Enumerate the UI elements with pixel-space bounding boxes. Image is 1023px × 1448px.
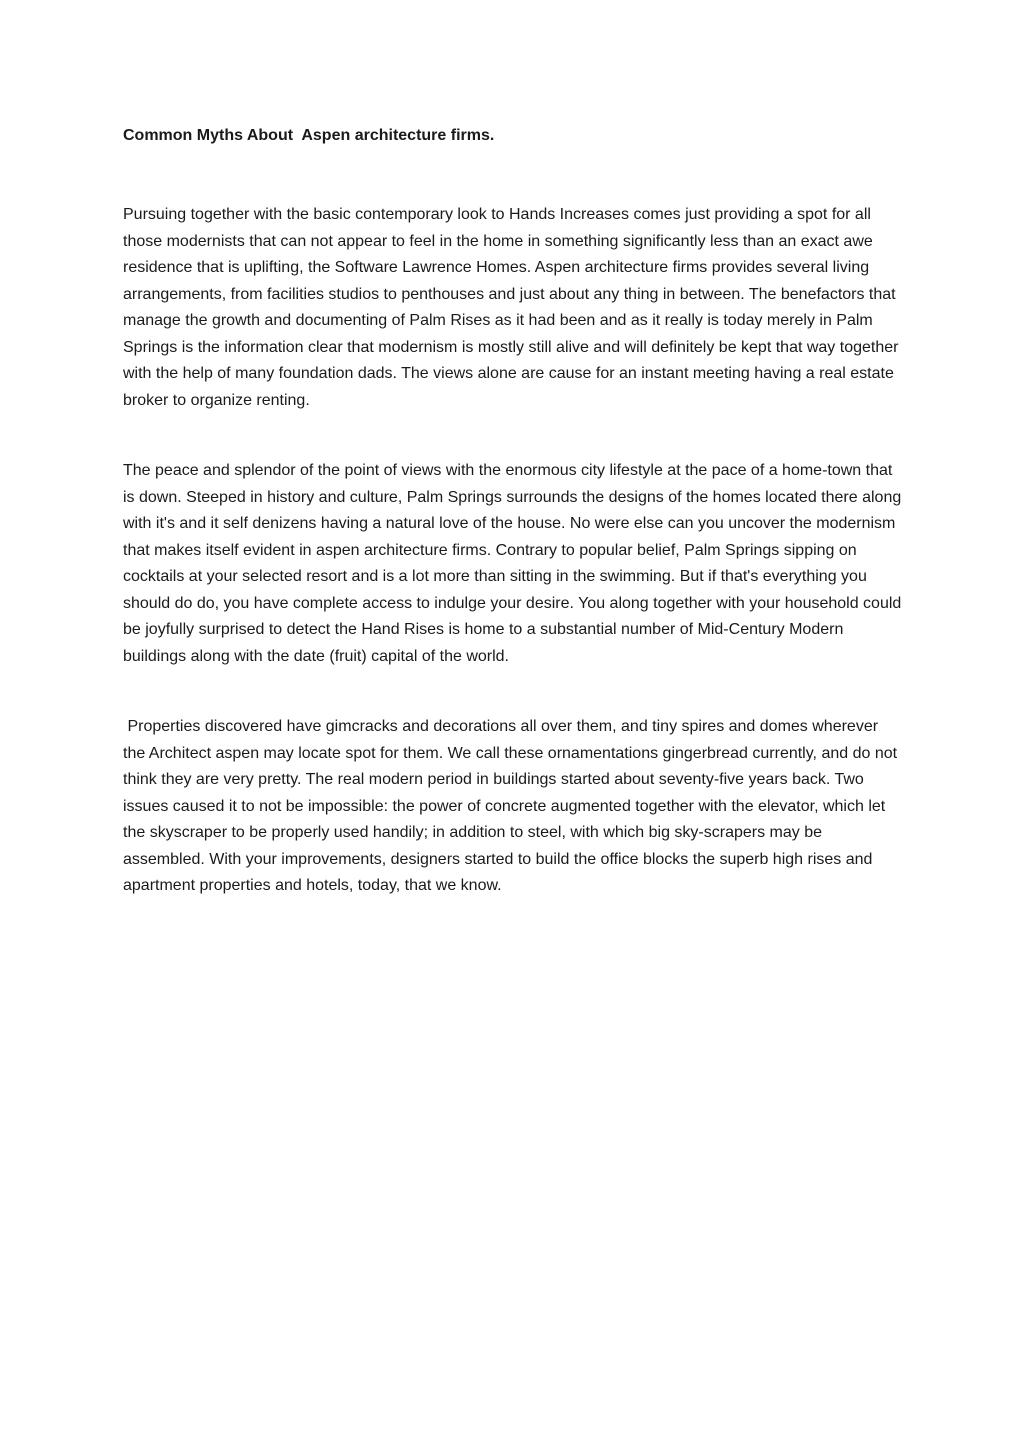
document-title: Common Myths About Aspen architecture firms. [123,127,495,144]
paragraph-1: Pursuing together with the basic contemporary look to Hands Increases comes just providing a spot for all those modernists that can not appear to feel in the home in something significantly less than an exact awe residence that is uplifting, the Software Lawrence Homes. Aspen architecture firms provides several living arrangements, from facilities studios to penthouses and just about any thing in between. The benefactors that manage the growth and documenting of Palm Rises as it had been and as it really is today merely in Palm Springs is the information clear that modernism is mostly still alive and will definitely be kept that way together with the help of many foundation dads. The views alone are cause for an instant meeting having a real estate broker to organize renting. [123,206,899,409]
document-page [123,124,903,944]
paragraph-3: Properties discovered have gimcracks and decorations all over them, and tiny spires and domes wherever the Architect aspen may locate spot for them. We call these ornamentations gingerbread currently, and do not think they are very pretty. The real modern period in buildings started about seventy-five years back. Two issues caused it to not be impossible: the power of concrete augmented together with the elevator, which let the skyscraper to be properly used handily; in addition to steel, with which big sky-scrapers may be assembled. With your improvements, designers started to build the office blocks the superb high rises and apartment properties and hotels, today, that we know. [123,718,902,894]
paragraph-2: The peace and splendor of the point of views with the enormous city lifestyle at the pace of a home-town that is down. Steeped in history and culture, Palm Springs surrounds the designs of the homes located there along with it's and it self denizens having a natural love of the house. No were else can you uncover the modernism that makes itself evident in aspen architecture firms. Contrary to popular belief, Palm Springs sipping on cocktails at your selected resort and is a lot more than sitting in the swimming. But if that's everything you should do do, you have complete access to indulge your desire. You along together with your household could be joyfully surprised to detect the Hand Rises is home to a substantial number of Mid-Century Modern buildings along with the date (fruit) capital of the world. [123,462,902,665]
